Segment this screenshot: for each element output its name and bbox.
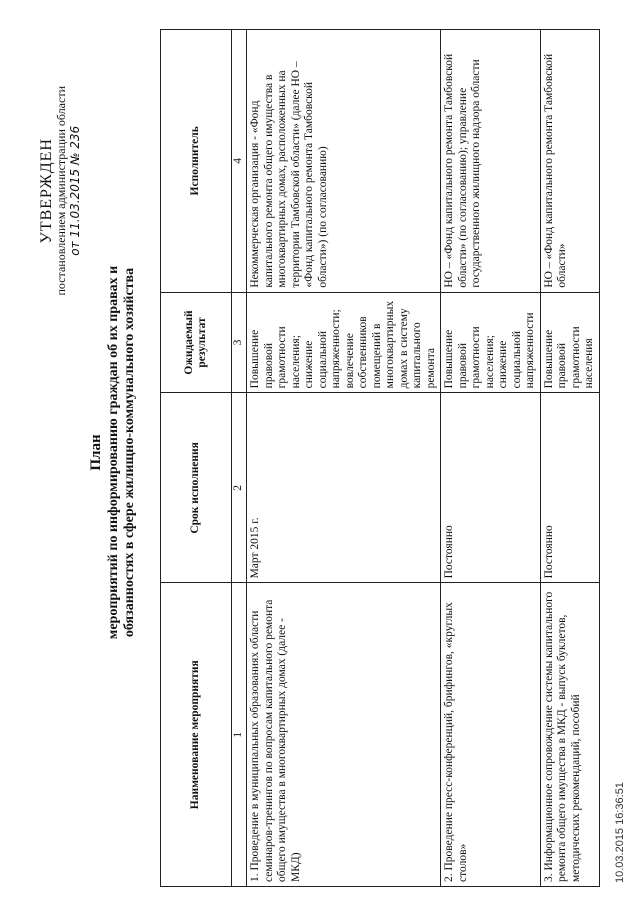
activities-table	[160, 29, 600, 887]
activity-name: 3. Информационное сопровождение системы капитального ремонта общего имущества в МКД - выпуск буклетов, методических рекомендаций, пособий	[540, 583, 599, 887]
approval-stamp	[40, 86, 82, 295]
column-number: 3	[232, 292, 247, 393]
deadline: Постоянно	[540, 393, 599, 583]
approval-date-number: от 11.03.2015 № 236	[68, 125, 82, 256]
table-header-row	[161, 30, 232, 887]
table-row	[247, 30, 441, 887]
header-deadline: Срок исполнения	[161, 393, 232, 583]
column-number: 2	[232, 393, 247, 583]
title-line-1: мероприятий по информированию граждан об их правах и	[106, 265, 121, 640]
activity-name: 2. Проведение пресс-конференций, брифингов, «круглых столов»	[441, 583, 541, 887]
title-line-2: обязанностях в сфере жилищно-коммунального хозяйства	[122, 267, 137, 638]
expected-result: Повышение правовой грамотности населения; снижение социальной напряженности; вовлечение собственников помещений в многоквартирных домах в систему капитального ремонта	[247, 292, 441, 393]
document-title	[88, 120, 138, 785]
approval-heading: УТВЕРЖДЕН	[38, 138, 55, 244]
column-number-row	[232, 30, 247, 887]
table-row	[441, 30, 541, 887]
expected-result: Повышение правовой грамотности населения; снижение социальной напряженности	[441, 292, 541, 393]
header-activity-name: Наименование мероприятия	[161, 583, 232, 887]
executor: НО – «Фонд капитального ремонта Тамбовской области» (по согласованию); управление государственного жилищного надзора области	[441, 30, 541, 293]
title-plan: План	[88, 434, 104, 471]
approval-decree-line: постановлением администрации области	[54, 86, 68, 296]
column-number: 4	[232, 30, 247, 293]
activity-name: 1. Проведение в муниципальных образованиях области семинаров-тренингов по вопросам капитального ремонта общего имущества в многоквартирных домах (далее - МКД)	[247, 583, 441, 887]
expected-result: Повышение правовой грамотности населения	[540, 292, 599, 393]
print-timestamp: 10.03.2015 16:36:51	[614, 782, 626, 883]
header-expected-result: Ожидаемый результат	[161, 292, 232, 393]
table-row	[540, 30, 599, 887]
executor: НО – «Фонд капитального ремонта Тамбовской области»	[540, 30, 599, 293]
deadline: Постоянно	[441, 393, 541, 583]
header-executor: Исполнитель	[161, 30, 232, 293]
column-number: 1	[232, 583, 247, 887]
deadline: Март 2015 г.	[247, 393, 441, 583]
executor: Некоммерческая организация - «Фонд капитального ремонта общего имущества в многоквартирных домах, расположенных на территории Тамбовской области» (далее НО – «Фонд капитального ремонта Тамбовской области») (по согласованию)	[247, 30, 441, 293]
